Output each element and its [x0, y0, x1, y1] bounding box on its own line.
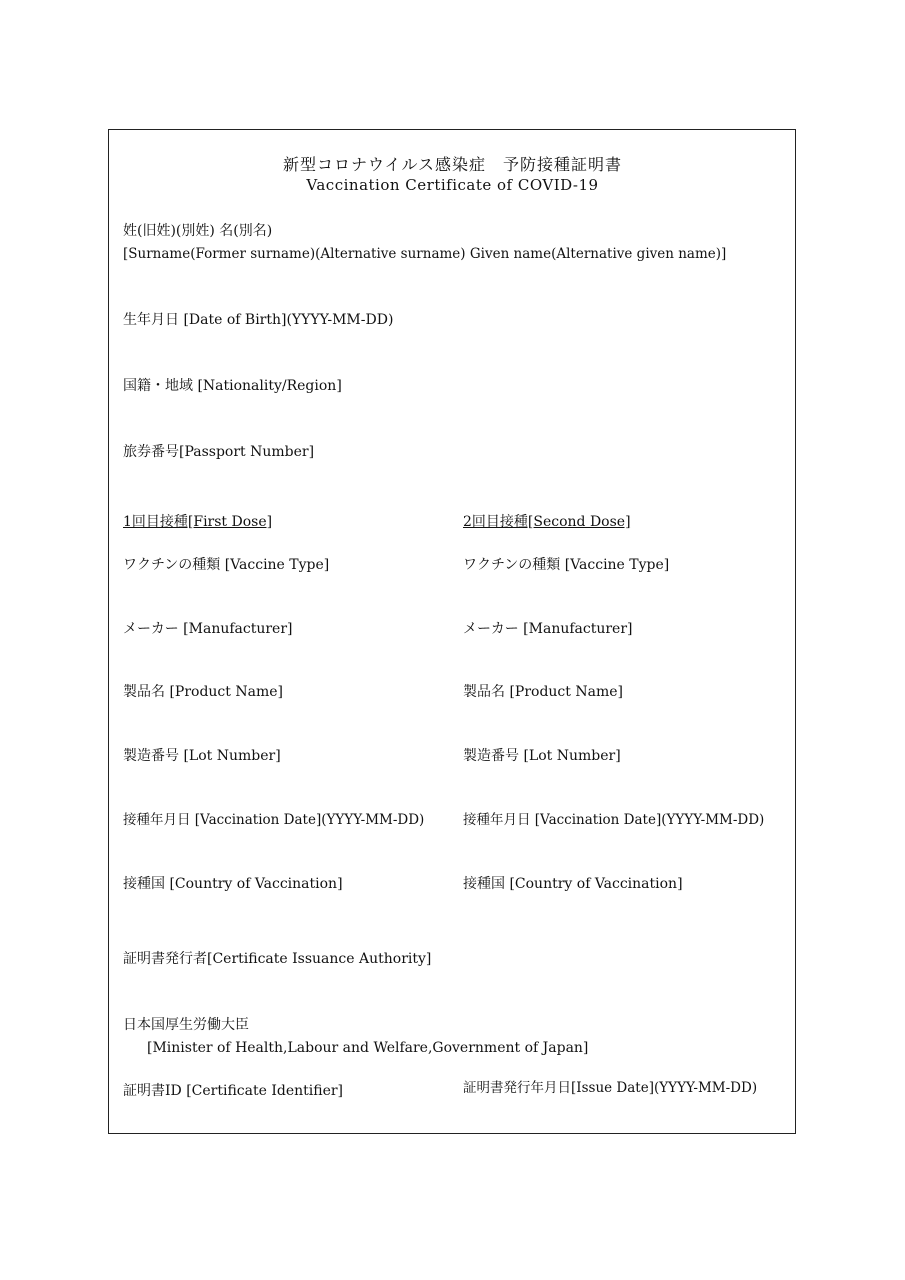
- first-dose-manufacturer: メーカー [Manufacturer]: [123, 621, 293, 637]
- second-dose-vaccine-type: ワクチンの種類 [Vaccine Type]: [463, 557, 670, 573]
- first-dose-vaccination-date: 接種年月日 [Vaccination Date](YYYY-MM-DD): [123, 812, 425, 828]
- name-label-ja: 姓(旧姓)(別姓) 名(別名): [123, 223, 273, 239]
- first-dose-heading: 1回目接種[First Dose]: [123, 514, 273, 530]
- second-dose-product-name: 製品名 [Product Name]: [463, 684, 623, 700]
- passport-number-label: 旅券番号[Passport Number]: [123, 444, 315, 460]
- nationality-label: 国籍・地域 [Nationality/Region]: [123, 378, 342, 394]
- title-japanese: 新型コロナウイルス感染症 予防接種証明書: [282, 155, 623, 174]
- second-dose-vaccination-date: 接種年月日 [Vaccination Date](YYYY-MM-DD): [463, 812, 765, 828]
- name-label-en: [Surname(Former surname)(Alternative surname) Given name(Alternative given name)]: [123, 246, 727, 262]
- issue-date-label: 証明書発行年月日[Issue Date](YYYY-MM-DD): [463, 1080, 758, 1096]
- date-of-birth-label: 生年月日 [Date of Birth](YYYY-MM-DD): [123, 312, 394, 328]
- first-dose-vaccine-type: ワクチンの種類 [Vaccine Type]: [123, 557, 330, 573]
- first-dose-lot-number: 製造番号 [Lot Number]: [123, 748, 281, 764]
- issuer-name-en: [Minister of Health,Labour and Welfare,Government of Japan]: [147, 1040, 589, 1056]
- second-dose-heading: 2回目接種[Second Dose]: [463, 514, 631, 530]
- first-dose-product-name: 製品名 [Product Name]: [123, 684, 283, 700]
- second-dose-lot-number: 製造番号 [Lot Number]: [463, 748, 621, 764]
- issuer-name-ja: 日本国厚生労働大臣: [123, 1017, 249, 1033]
- certificate-id-label: 証明書ID [Certificate Identifier]: [123, 1083, 344, 1099]
- second-dose-manufacturer: メーカー [Manufacturer]: [463, 621, 633, 637]
- first-dose-country: 接種国 [Country of Vaccination]: [123, 876, 343, 892]
- issuance-authority-label: 証明書発行者[Certificate Issuance Authority]: [123, 951, 432, 967]
- second-dose-country: 接種国 [Country of Vaccination]: [463, 876, 683, 892]
- title-english: Vaccination Certificate of COVID-19: [306, 176, 599, 194]
